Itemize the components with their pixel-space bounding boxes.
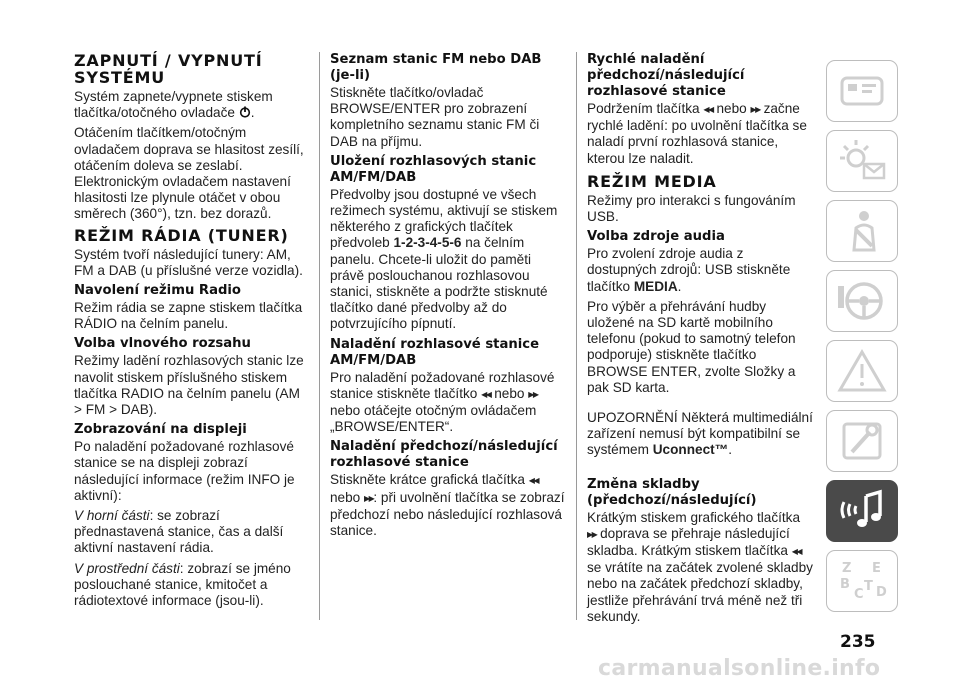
previous-icon: ◀◀ xyxy=(481,389,491,399)
paragraph-presets: Předvolby jsou dostupné ve všech režimech systému, aktivují se stiskem některého z grafických tlačítek předvoleb 1-2-3-4-5-6 na čelním panelu. Chcete-li uložit do paměti právě poslouchanou rozhlasovou stanici, stiskněte a podržte stisknuté tlačítko dané předvolby až do potvrzujícího pípnutí. xyxy=(330,186,558,332)
wrench-icon xyxy=(834,416,890,466)
tab-letter: C xyxy=(854,587,864,602)
tab-emergency[interactable] xyxy=(826,340,898,402)
paragraph-tuning: Pro naladění požadované rozhlasové stanice stiskněte tlačítko ◀◀ nebo ▶▶ nebo otáčejte otočným ovládačem „BROWSE/ENTER“. xyxy=(330,369,555,435)
tab-safety[interactable] xyxy=(826,200,898,262)
paragraph-radio-activation: Režim rádia se zapne stiskem tlačítka RÁDIO na čelním panelu. xyxy=(74,300,303,332)
previous-icon: ◀◀ xyxy=(528,476,539,486)
paragraph-station-list: Stiskněte tlačítko/ovladač BROWSE/ENTER pro zobrazení kompletního seznamu stanic FM či DAB na příjmu. xyxy=(330,85,540,149)
heading-display-info: Zobrazování na displeji xyxy=(74,422,247,438)
climate-sun-icon xyxy=(834,136,890,186)
page-number: 235 xyxy=(840,632,876,652)
tab-letter: T xyxy=(864,579,873,594)
paragraph-audio-source: Pro zvolení zdroje audia z dostupných zdrojů: USB stiskněte tlačítko MEDIA. xyxy=(587,246,791,294)
tab-letter: Z xyxy=(842,561,852,576)
heading-system-on-off: ZAPNUTÍ / VYPNUTÍ SYSTÉMU xyxy=(74,51,263,87)
heading-band-select: Volba vlnového rozsahu xyxy=(74,336,251,352)
heading-audio-source: Volba zdroje audia xyxy=(587,229,725,245)
next-icon: ▶▶ xyxy=(587,529,597,539)
seatbelt-person-icon xyxy=(834,206,890,256)
multimedia-note-icon xyxy=(834,486,890,536)
paragraph-sd-card: Pro výběr a přehrávání hudby uložené na SD kartě mobilního telefonu (pokud to samotný telefon podporuje) stiskněte tlačítko BROWSE ENTER, zvolte Složky a pak SD karta. xyxy=(587,298,796,395)
tab-letter: E xyxy=(872,561,881,576)
heading-radio-mode: REŽIM RÁDIA (TUNER) xyxy=(74,225,289,245)
next-icon: ▶▶ xyxy=(750,105,760,114)
paragraph-media-mode: Režimy pro interakci s fungováním USB. xyxy=(587,192,796,225)
paragraph-fast-tuning: Podržením tlačítka ◀◀ nebo ▶▶ začne rychlé ladění: po uvolnění tlačítka se naladí první rozhlasová stanice, kterou lze naladit. xyxy=(587,101,807,166)
tab-letter: B xyxy=(840,577,850,592)
heading-media-mode: REŽIM MEDIA xyxy=(587,171,717,191)
heading-track-change: Změna skladby (předchozí/následující) xyxy=(587,476,757,508)
tab-climate[interactable] xyxy=(826,130,898,192)
tab-driving[interactable] xyxy=(826,270,898,332)
heading-radio-activation: Navolení režimu Radio xyxy=(74,283,241,299)
tab-index[interactable] xyxy=(826,550,898,612)
paragraph-tuners: Systém tvoří následující tunery: AM, FM a DAB (u příslušné verze vozidla). xyxy=(74,246,303,278)
column-2 xyxy=(330,52,566,543)
steering-wheel-icon xyxy=(834,276,890,326)
column-divider xyxy=(319,52,320,620)
paragraph-display-info: Po naladění požadované rozhlasové stanice se na displeji zobrazí následující informace (režim INFO je aktivní): xyxy=(74,439,295,503)
column-1 xyxy=(74,52,310,613)
previous-icon: ◀◀ xyxy=(703,105,713,114)
paragraph-system-on: Systém zapnete/vypnete stiskem tlačítka/otočného ovladače . xyxy=(74,89,273,121)
paragraph-warning: UPOZORNĚNÍ Některá multimediální zařízení nemusí být kompatibilní se systémem Uconnect™. xyxy=(587,410,813,458)
heading-prev-next-station: Naladění předchozí/následující rozhlasové stanice xyxy=(330,439,558,471)
column-3 xyxy=(587,52,815,629)
column-divider xyxy=(576,52,577,620)
paragraph-top-section: V horní části: se zobrazí přednastavená stanice, čas a další aktivní nastavení rádia. xyxy=(74,508,284,556)
heading-presets: Uložení rozhlasových stanic AM/FM/DAB xyxy=(330,153,537,185)
power-knob-icon xyxy=(239,106,251,118)
next-icon: ▶▶ xyxy=(528,389,538,399)
paragraph-prev-next-station: Stiskněte krátce grafická tlačítka ◀◀ nebo ▶▶: při uvolnění tlačítka se zobrazí předchozí nebo následující rozhlasová stanice. xyxy=(330,472,565,539)
next-icon: ▶▶ xyxy=(364,493,374,503)
chapter-tabs xyxy=(826,60,898,620)
heading-station-list: Seznam stanic FM nebo DAB (je-li) xyxy=(330,52,542,83)
tab-multimedia[interactable] xyxy=(826,480,898,542)
tab-dashboard[interactable] xyxy=(826,60,898,122)
warning-triangle-icon xyxy=(834,346,890,396)
paragraph-track-change: Krátkým stiskem grafického tlačítka ▶▶ doprava se přehraje následující skladba. Krátkým stiskem tlačítka ◀◀ se vrátíte na začátek zvolené skladby nebo na začátek předchozí skladby, jestliže přehrávání trvá méně než tři sekundy. xyxy=(587,509,813,624)
tab-letter: D xyxy=(876,585,887,600)
paragraph-middle-section: V prostřední části: zobrazí se jméno poslouchané stanice, kmitočet a rádiotextové informace (jsou-li). xyxy=(74,560,291,609)
watermark: carmanualsonline.info xyxy=(598,656,881,681)
tab-maintenance[interactable] xyxy=(826,410,898,472)
paragraph-volume: Otáčením tlačítkem/otočným ovladačem doprava se hlasitost zesílí, otáčením doleva se zeslabí. Elektronickým ovladačem nastavení hlasitosti lze plynule otáčet v obou směrech (360°), tzn. bez dorazů. xyxy=(74,125,304,222)
dashboard-icon xyxy=(834,66,890,116)
previous-icon: ◀◀ xyxy=(791,547,802,557)
paragraph-band-select: Režimy ladění rozhlasových stanic lze navolit stiskem příslušného stiskem tlačítka RADIO na čelním panelu (AM > FM > DAB). xyxy=(74,353,304,418)
index-letters-icon xyxy=(834,556,890,606)
heading-tuning: Naladění rozhlasové stanice AM/FM/DAB xyxy=(330,336,540,368)
heading-fast-tuning: Rychlé naladění předchozí/následující rozhlasové stanice xyxy=(587,52,745,99)
